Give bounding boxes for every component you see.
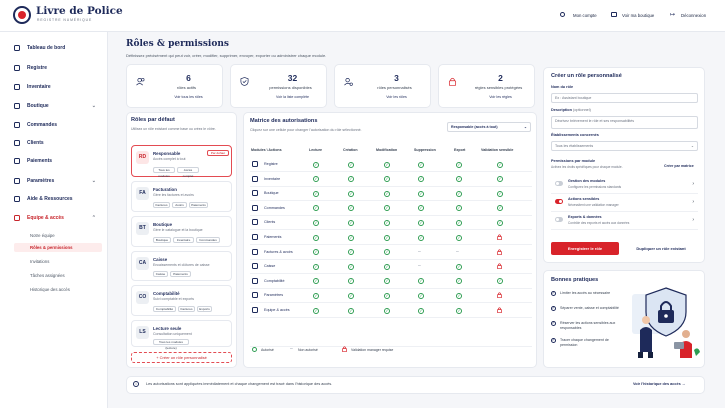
stat-label: rôles actifs [176, 85, 197, 90]
stat-value: 32 [287, 73, 298, 83]
toggle[interactable] [555, 181, 563, 186]
allowed-icon[interactable]: ✓ [457, 292, 461, 298]
check-icon: ✓ [552, 338, 555, 342]
stat-value: 6 [186, 73, 191, 83]
module-icon [252, 263, 258, 269]
allowed-icon[interactable]: ✓ [314, 161, 318, 167]
not-allowed-icon[interactable]: – [418, 248, 421, 255]
sidebar-item-settings[interactable] [14, 176, 102, 186]
module-name: Paramètres [264, 293, 284, 298]
allowed-icon[interactable]: ✓ [349, 307, 353, 313]
stat-link[interactable]: Voir la liste complète [276, 95, 309, 99]
allowed-icon[interactable]: ✓ [349, 190, 353, 196]
allowed-icon[interactable]: ✓ [385, 292, 389, 298]
shop-icon [611, 12, 617, 17]
orders-icon [14, 122, 20, 128]
role-name: Caisse [153, 257, 168, 262]
role-tag: Boutique [153, 237, 171, 243]
role-desc: Encaissements et clôtures de caisse [153, 263, 210, 267]
module-name: Paiements [264, 235, 282, 239]
allowed-icon[interactable]: ✓ [385, 190, 389, 196]
allowed-icon[interactable]: ✓ [457, 263, 461, 269]
stat-card-custom-roles [334, 64, 431, 108]
user-gear-icon [344, 77, 353, 86]
account-link[interactable]: Mon compte [573, 13, 597, 18]
logo-icon [13, 6, 31, 24]
allowed-icon[interactable]: ✓ [385, 219, 389, 225]
module-name: Caisse [264, 264, 276, 269]
allowed-icon[interactable]: ✓ [457, 205, 461, 211]
sidebar-item-payments[interactable] [14, 156, 102, 166]
stat-link[interactable]: Voir les rôles [386, 95, 407, 99]
role-avatar: BT [136, 222, 149, 235]
matrix-row [250, 173, 532, 187]
etab-value: Tous les établissements [555, 144, 594, 148]
sidebar-item-label: Aide & Ressources [27, 196, 73, 202]
col-header: Lecture [309, 148, 322, 152]
default-badge: Par défaut [207, 150, 229, 156]
lock-icon [448, 77, 457, 86]
sidebar-item-register[interactable] [14, 63, 102, 73]
chevron-right-icon: › [692, 217, 694, 223]
allowed-icon[interactable]: ✓ [457, 278, 461, 284]
stat-value: 2 [498, 73, 503, 83]
description-label [551, 108, 591, 112]
module-icon [252, 307, 258, 313]
col-header: Modules \ Actions [251, 148, 282, 152]
allowed-icon[interactable]: ✓ [457, 307, 461, 313]
sidebar-item-clients[interactable] [14, 138, 102, 148]
sidebar [0, 32, 108, 408]
allowed-icon[interactable]: ✓ [457, 161, 461, 167]
allowed-icon[interactable]: ✓ [314, 219, 318, 225]
not-allowed-icon[interactable]: – [418, 263, 421, 270]
roles-desc: Utilisez un rôle existant comme base ou créez le vôtre. [131, 127, 216, 131]
best-text: Limiter les accès au nécessaire [560, 291, 611, 295]
allowed-icon[interactable]: ✓ [498, 190, 502, 196]
allowed-icon[interactable]: ✓ [314, 292, 318, 298]
subnav-history[interactable]: Historique des accès [30, 287, 70, 292]
stat-label: rôles personnalisés [377, 85, 412, 90]
chevron-down-icon: ⌄ [91, 103, 96, 109]
role-tag: Comptabilité [153, 306, 176, 312]
role-tag: Inventaire [173, 237, 194, 243]
role-tag: Commandes [196, 237, 220, 243]
allowed-icon[interactable]: ✓ [385, 263, 389, 269]
col-header: Suppression [414, 148, 436, 152]
allowed-icon[interactable]: ✓ [419, 190, 423, 196]
sidebar-item-label: Paiements [27, 158, 53, 164]
inventory-icon [14, 84, 20, 90]
allowed-icon[interactable]: ✓ [349, 161, 353, 167]
allowed-icon[interactable]: ✓ [457, 219, 461, 225]
gear-icon [14, 178, 20, 184]
subnav-roles[interactable]: Rôles & permissions [30, 245, 73, 250]
allowed-icon[interactable]: ✓ [385, 249, 389, 255]
perm-name: Exports & données [568, 215, 602, 219]
role-name: Boutique [153, 222, 173, 227]
matrix-desc: Cliquez sur une cellule pour changer l'autorisation du rôle sélectionné. [250, 128, 362, 132]
stat-link[interactable]: Voir tous les rôles [174, 95, 203, 99]
check-icon: ✓ [552, 321, 555, 325]
description-textarea[interactable]: Décrivez brièvement le rôle et ses responsabilités [551, 116, 698, 129]
module-name: Commandes [264, 205, 285, 210]
role-avatar: RD [136, 151, 149, 164]
users-icon [136, 77, 145, 86]
module-icon [252, 219, 258, 225]
allowed-icon[interactable]: ✓ [457, 190, 461, 196]
chevron-down-icon: ⌄ [523, 125, 527, 129]
logout-link[interactable]: Déconnexion [681, 13, 707, 18]
allowed-icon[interactable]: ✓ [419, 278, 423, 284]
role-name: Lecture seule [153, 326, 182, 331]
role-card-lecture-seule[interactable] [131, 320, 232, 350]
roles-title: Rôles par défaut [131, 117, 175, 123]
module-icon [252, 205, 258, 211]
view-shop-link[interactable]: Voir ma boutique [622, 13, 655, 18]
lock-icon[interactable] [497, 234, 502, 240]
allowed-icon[interactable]: ✓ [498, 205, 502, 211]
history-link-label: Voir l'historique des accès [633, 382, 681, 386]
etab-label: Établissements concernés [551, 133, 599, 137]
dash-icon: – [290, 346, 293, 352]
plus-icon: + [156, 355, 160, 360]
save-role-button[interactable]: Enregistrer le rôle [551, 242, 619, 255]
arrow-right-icon: → [681, 382, 686, 386]
allowed-icon[interactable]: ✓ [419, 161, 423, 167]
allowed-icon[interactable]: ✓ [349, 292, 353, 298]
brand-name: Livre de Police [36, 5, 123, 17]
allowed-icon[interactable]: ✓ [498, 219, 502, 225]
stat-card-permissions [230, 64, 327, 108]
role-tag: Paiements [189, 202, 208, 208]
sidebar-item-label: Tableau de bord [27, 45, 66, 51]
subnav-tasks[interactable]: Tâches assignées [30, 273, 65, 278]
matrix-row [250, 216, 532, 230]
allowed-icon[interactable]: ✓ [314, 190, 318, 196]
allowed-icon[interactable]: ✓ [349, 249, 353, 255]
role-card-responsable[interactable] [131, 145, 232, 177]
module-name: Equipe & accès [264, 308, 290, 312]
role-name: Facturation [153, 187, 177, 192]
module-name: Registre [264, 162, 278, 166]
allowed-icon[interactable]: ✓ [419, 292, 423, 298]
perm-name: Gestion des modules [568, 179, 606, 183]
sidebar-item-orders[interactable] [14, 120, 102, 130]
sidebar-item-help[interactable] [14, 194, 102, 204]
create-role-button[interactable] [131, 352, 232, 363]
toggle[interactable] [555, 199, 563, 204]
team-icon [14, 215, 20, 221]
role-desc: Gère le catalogue et la boutique [153, 228, 203, 232]
subnav-team[interactable]: Notre équipe [30, 233, 55, 238]
sidebar-item-label: Equipe & accès [27, 215, 64, 221]
perm-desc: Configurez les permissions standards [568, 185, 622, 189]
role-avatar: CA [136, 257, 149, 270]
page-subtitle: Définissez précisément qui peut voir, créer, modifier, supprimer, envoyer, exporter ou administrer chaque module. [126, 53, 327, 58]
allowed-icon[interactable]: ✓ [498, 161, 502, 167]
allowed-icon[interactable]: ✓ [457, 176, 461, 182]
allowed-icon[interactable]: ✓ [385, 161, 389, 167]
role-tag: Factures [153, 202, 170, 208]
toggle[interactable] [555, 217, 563, 222]
allowed-icon[interactable]: ✓ [349, 234, 353, 240]
role-name-label: Nom du rôle [551, 85, 574, 89]
history-link[interactable] [633, 382, 686, 386]
perm-row-sensitive[interactable] [551, 195, 698, 212]
legend-not-allowed: Non autorisé [298, 348, 318, 352]
best-text: Tracer chaque changement de permission [560, 338, 609, 347]
allowed-icon[interactable]: ✓ [314, 249, 318, 255]
matrix-row [250, 202, 532, 216]
perm-row-modules[interactable] [551, 177, 698, 194]
stat-value: 3 [394, 73, 399, 83]
module-icon [252, 278, 258, 284]
allowed-icon[interactable]: ✓ [314, 234, 318, 240]
module-icon [252, 292, 258, 298]
sidebar-item-label: Boutique [27, 103, 49, 109]
stat-label: règles sensibles protégées [474, 85, 523, 90]
role-desc: Accès complet à tout [153, 157, 186, 161]
description-label-text: Description [551, 108, 572, 112]
lock-icon [342, 346, 347, 352]
shop-icon [14, 103, 20, 109]
module-name: Boutique [264, 191, 279, 196]
module-icon [252, 176, 258, 182]
allowed-icon[interactable]: ✓ [419, 205, 423, 211]
perm-desc: Activez les droits spécifiques pour chaque module. [551, 165, 623, 169]
role-avatar: FA [136, 187, 149, 200]
legend-allowed: Autorisé [261, 348, 274, 352]
role-card-comptabilite[interactable] [131, 285, 232, 316]
best-text: Réserver les actions sensibles aux responsables [560, 321, 616, 330]
allowed-icon[interactable]: ✓ [349, 263, 353, 269]
lock-icon[interactable] [497, 263, 502, 269]
sidebar-item-label: Clients [27, 140, 44, 146]
create-role-label: Créer un rôle personnalisé [159, 355, 207, 360]
role-name: Comptabilité [153, 291, 180, 296]
chevron-right-icon: › [692, 199, 694, 205]
role-name: Responsable [153, 151, 181, 156]
module-icon [252, 190, 258, 196]
user-icon [560, 12, 565, 17]
module-name: Comptabilité [264, 278, 285, 283]
role-card-caisse[interactable] [131, 251, 232, 281]
footer-text: Les autorisations sont appliquées immédiatement et chaque changement est tracé dans l'historique des accès. [146, 382, 333, 386]
stat-card-roles [126, 64, 223, 108]
copy-matrix-link[interactable]: Créer par matrice [664, 164, 694, 168]
role-desc: Gère les factures et avoirs [153, 193, 194, 197]
logout-icon: ↦ [670, 12, 676, 18]
check-icon: ✓ [552, 306, 555, 310]
allowed-icon[interactable]: ✓ [419, 234, 423, 240]
security-illustration [630, 280, 702, 362]
module-name: Factures & avoirs [264, 249, 293, 254]
page-title: Rôles & permissions [126, 39, 229, 49]
allowed-icon[interactable]: ✓ [314, 278, 318, 284]
module-icon [252, 161, 258, 167]
role-tag: Avoirs [172, 202, 187, 208]
role-tag: Exports [197, 306, 212, 312]
matrix-row [250, 304, 532, 318]
not-allowed-icon[interactable]: – [456, 248, 459, 255]
allowed-icon[interactable]: ✓ [498, 176, 502, 182]
allowed-icon[interactable]: ✓ [385, 176, 389, 182]
col-header: Modification [376, 148, 398, 152]
optional-hint: (optionnel) [572, 108, 591, 112]
col-header: Création [343, 148, 358, 152]
role-avatar: CO [136, 291, 149, 304]
matrix-row [250, 231, 532, 245]
chevron-up-icon: ⌃ [91, 215, 96, 221]
role-tag: Tous les modules [153, 167, 175, 173]
shield-icon [240, 77, 249, 86]
sidebar-item-team[interactable] [14, 213, 102, 223]
allowed-icon[interactable]: ✓ [419, 219, 423, 225]
register-icon [14, 65, 20, 71]
chevron-down-icon: ⌄ [690, 144, 694, 148]
module-icon [252, 249, 258, 255]
best-title: Bonnes pratiques [551, 277, 599, 283]
allowed-icon[interactable]: ✓ [349, 176, 353, 182]
matrix-row [250, 158, 532, 172]
sidebar-item-dashboard[interactable] [14, 43, 102, 53]
perm-desc: Nécessitent une validation manager [568, 203, 619, 207]
dashboard-icon [14, 45, 20, 51]
role-card-facturation[interactable] [131, 181, 232, 212]
allowed-icon[interactable]: ✓ [385, 234, 389, 240]
col-header: Export [454, 148, 466, 152]
lock-icon[interactable] [497, 307, 502, 313]
sidebar-item-label: Paramètres [27, 178, 55, 184]
matrix-row [250, 275, 532, 289]
role-tag: Tous les modules (lecture) [153, 339, 189, 345]
perm-row-exports[interactable] [551, 213, 698, 230]
role-desc: Consultation uniquement [153, 332, 192, 336]
matrix-row [250, 246, 532, 260]
best-text: Séparer vente, caisse et comptabilité [560, 306, 619, 310]
sidebar-item-label: Inventaire [27, 84, 51, 90]
col-header: Validation sensible [481, 148, 514, 152]
role-avatar: LS [136, 326, 149, 339]
allowed-icon[interactable]: ✓ [385, 205, 389, 211]
allowed-icon[interactable]: ✓ [419, 176, 423, 182]
allowed-icon[interactable]: ✓ [349, 278, 353, 284]
allowed-icon [252, 347, 257, 352]
role-tag: Factures [178, 306, 195, 312]
role-tag: Accès complet [177, 167, 199, 173]
check-icon: ✓ [552, 291, 555, 295]
stat-card-sensitive-rules [438, 64, 535, 108]
sidebar-item-label: Commandes [27, 122, 58, 128]
legend-manager: Validation manager requise [351, 348, 394, 352]
help-icon [14, 196, 20, 202]
role-name-input[interactable]: Ex : Assistant boutique [551, 93, 698, 103]
module-icon [252, 234, 258, 240]
allowed-icon[interactable]: ✓ [419, 307, 423, 313]
role-card-boutique[interactable] [131, 216, 232, 247]
allowed-icon[interactable]: ✓ [385, 278, 389, 284]
allowed-icon[interactable]: ✓ [314, 176, 318, 182]
sidebar-item-label: Registre [27, 65, 48, 71]
lock-icon[interactable] [497, 292, 502, 298]
allowed-icon[interactable]: ✓ [314, 307, 318, 313]
sidebar-item-inventory[interactable] [14, 82, 102, 92]
role-tag: Paiements [170, 271, 191, 277]
module-name: Inventaire [264, 176, 281, 181]
stat-link[interactable]: Voir les règles [489, 95, 512, 99]
allowed-icon[interactable]: ✓ [314, 263, 318, 269]
matrix-row [250, 260, 532, 274]
etab-select[interactable] [551, 141, 698, 151]
allowed-icon[interactable]: ✓ [385, 307, 389, 313]
top-bar [0, 0, 725, 32]
allowed-icon[interactable]: ✓ [349, 219, 353, 225]
perm-name: Actions sensibles [568, 197, 600, 201]
role-tag: Caisse [153, 271, 168, 277]
allowed-icon[interactable]: ✓ [349, 205, 353, 211]
perm-desc: Contrôle des exports et accès aux données [568, 221, 630, 225]
chevron-right-icon: › [692, 181, 694, 187]
clients-icon [14, 140, 20, 146]
lock-icon[interactable] [497, 249, 502, 255]
allowed-icon[interactable]: ✓ [457, 234, 461, 240]
info-icon: i [133, 381, 139, 387]
brand-tagline: REGISTRE NUMÉRIQUE [37, 18, 93, 22]
subnav-invitations[interactable]: Invitations [30, 259, 50, 264]
sidebar-item-shop[interactable] [14, 101, 102, 111]
stat-label: permissions disponibles [269, 85, 312, 90]
chevron-down-icon: ⌄ [91, 178, 96, 184]
create-title: Créer un rôle personnalisé [551, 73, 622, 79]
role-select[interactable] [447, 122, 531, 132]
role-select-value: Responsable (accès à tout) [451, 125, 498, 129]
payments-icon [14, 158, 20, 164]
allowed-icon[interactable]: ✓ [314, 205, 318, 211]
duplicate-role-button[interactable]: Dupliquer un rôle existant [636, 246, 686, 251]
matrix-title: Matrice des autorisations [250, 118, 318, 124]
matrix-row [250, 289, 532, 303]
allowed-icon[interactable]: ✓ [498, 278, 502, 284]
role-desc: Suivi comptable et exports [153, 297, 195, 301]
module-name: Clients [264, 220, 276, 225]
perm-title: Permissions par module [551, 159, 596, 163]
matrix-row [250, 187, 532, 201]
